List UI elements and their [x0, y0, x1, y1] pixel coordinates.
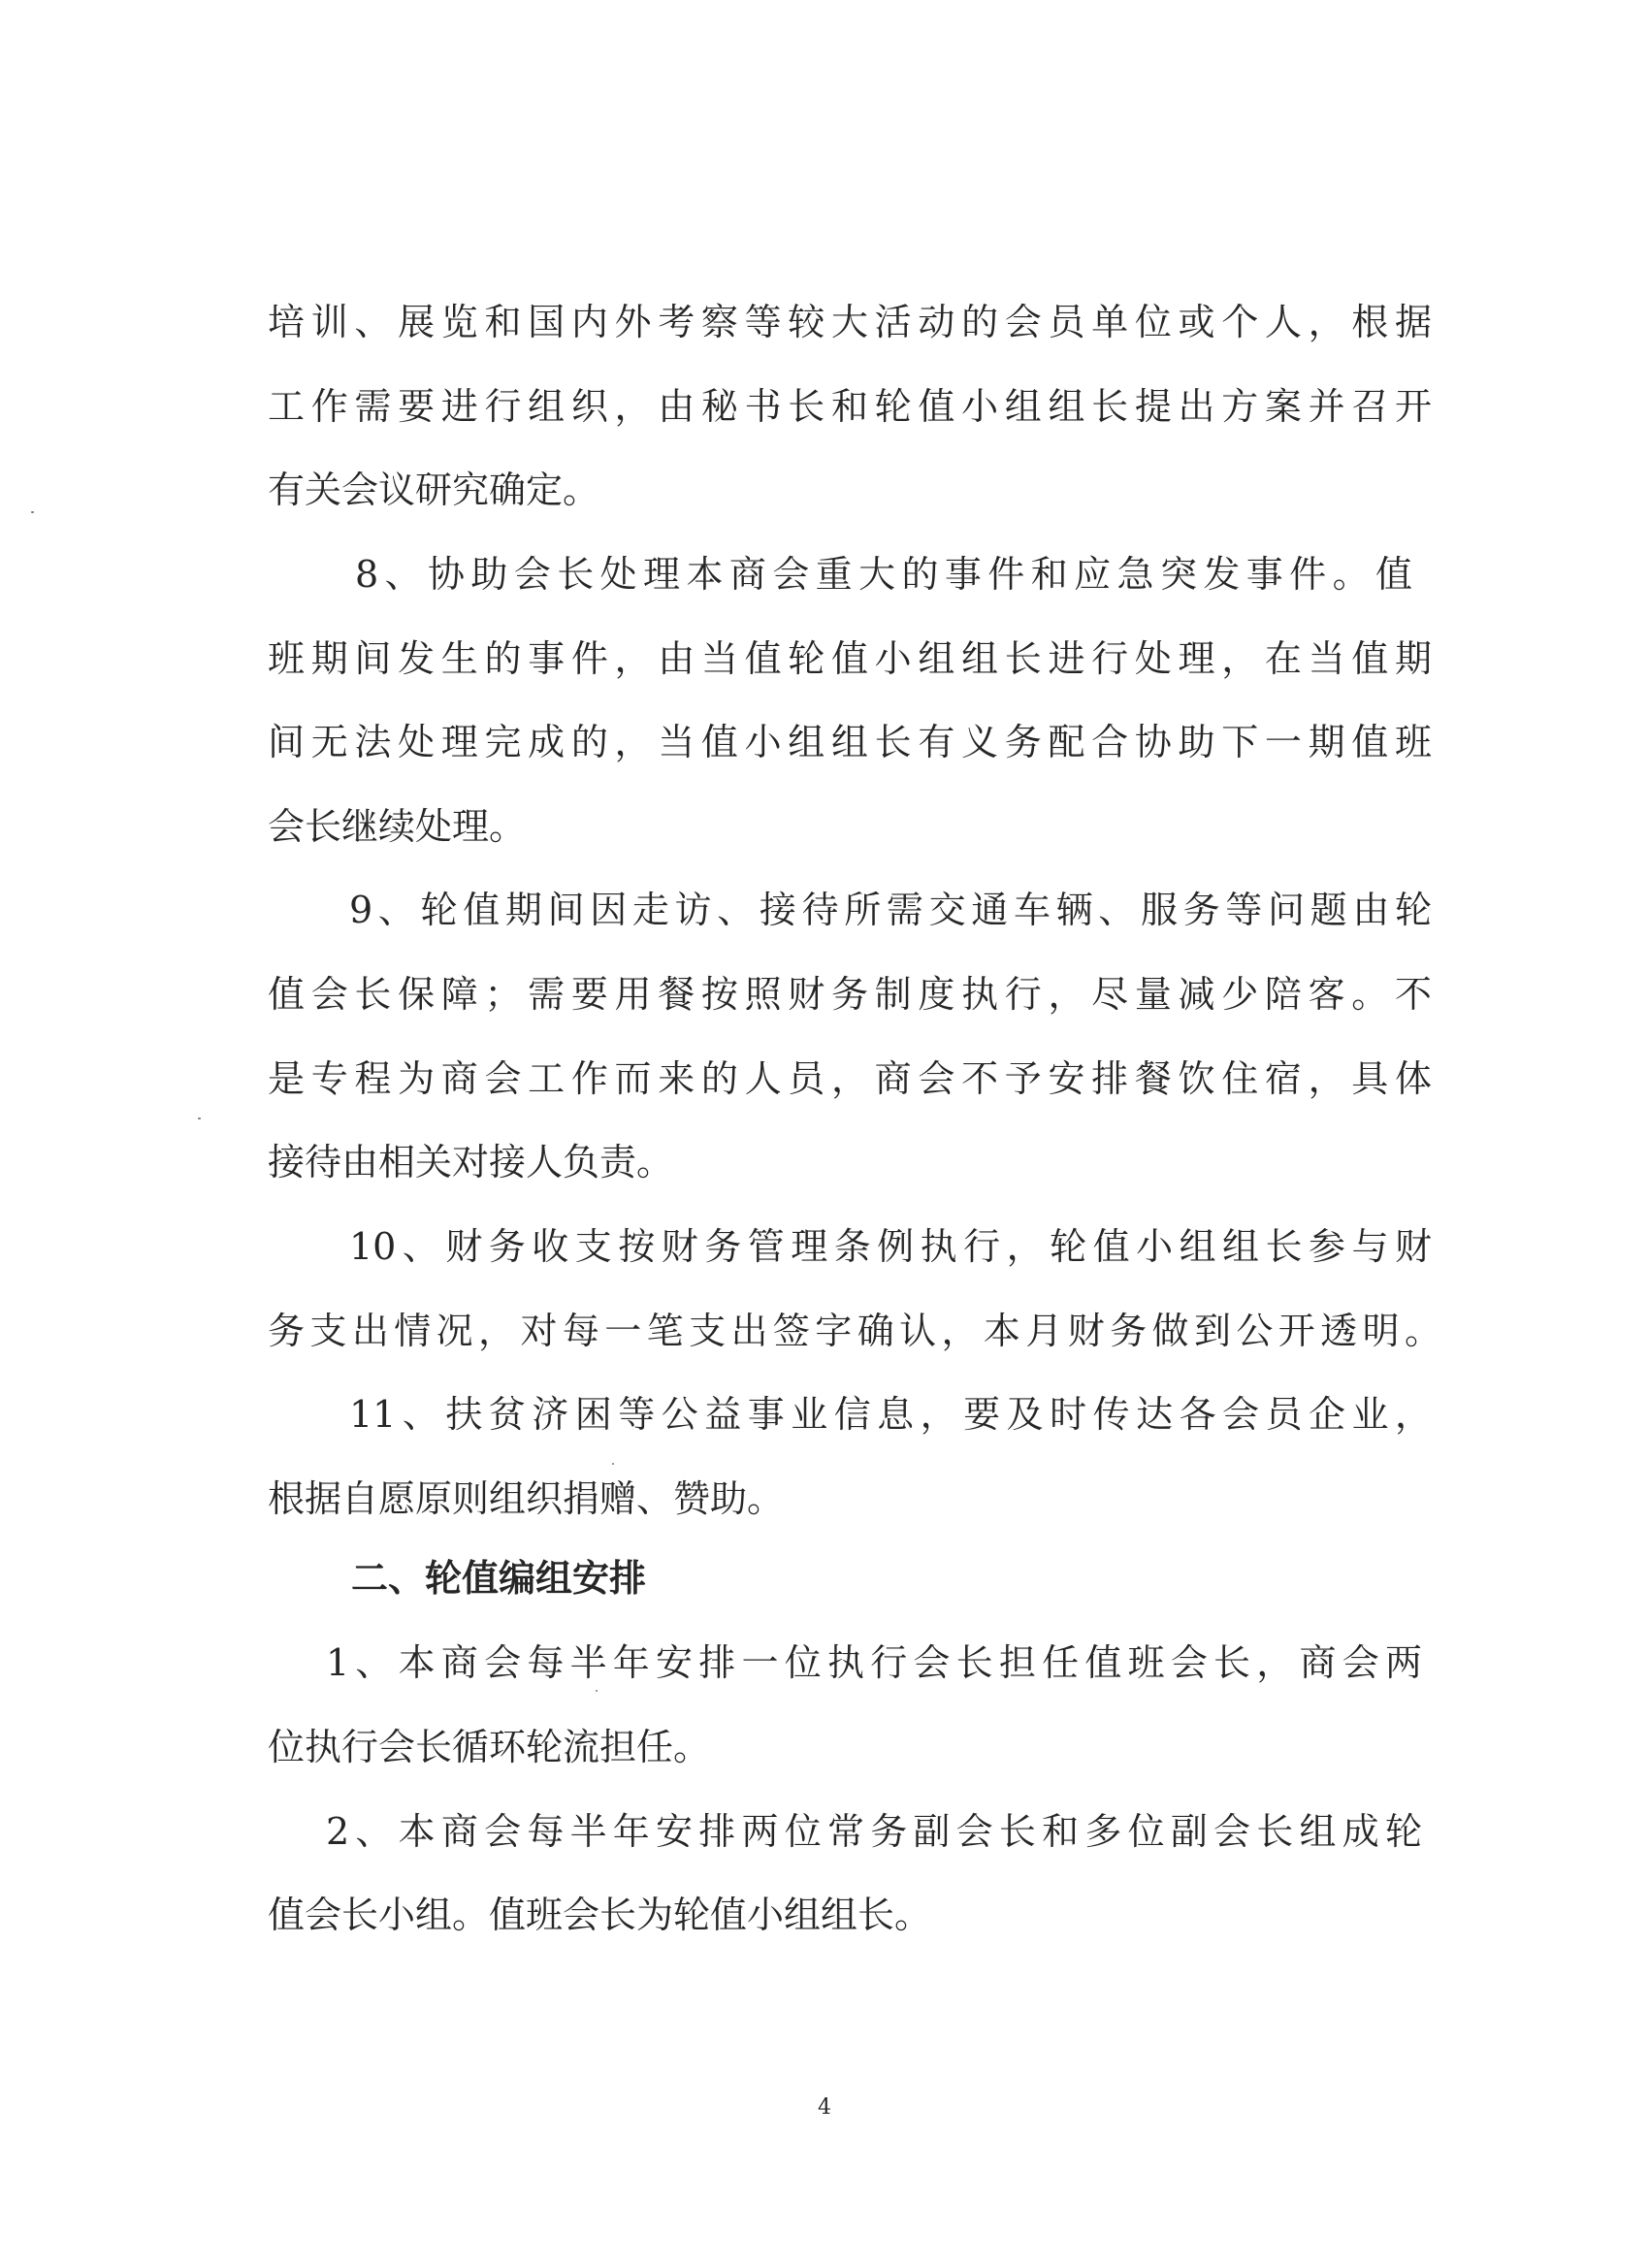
paragraph-line: 位执行会长循环轮流担任。	[268, 1726, 711, 1768]
section-item-1-line: 1、本商会每半年安排一位执行会长担任值班会长，商会两	[326, 1641, 1422, 1684]
section-heading: 二、轮值编组安排	[351, 1557, 647, 1600]
scan-speck	[596, 1690, 598, 1692]
paragraph-line: 值会长小组。值班会长为轮值小组组长。	[268, 1894, 932, 1936]
scan-speck	[198, 1118, 201, 1119]
paragraph-line: 间无法处理完成的，当值小组组长有义务配合协助下一期值班	[268, 721, 1432, 763]
paragraph-line: 有关会议研究确定。	[268, 469, 600, 511]
scan-speck	[612, 1463, 614, 1465]
paragraph-line: 务支出情况，对每一笔支出签字确认，本月财务做到公开透明。	[268, 1310, 1441, 1352]
paragraph-line: 培训、展览和国内外考察等较大活动的会员单位或个人，根据	[268, 301, 1432, 343]
paragraph-line: 是专程为商会工作而来的人员，商会不予安排餐饮住宿，具体	[268, 1057, 1432, 1100]
page-number: 4	[818, 2095, 831, 2120]
item-8-line: 8、协助会长处理本商会重大的事件和应急突发事件。值	[355, 553, 1412, 596]
paragraph-line: 根据自愿原则组织捐赠、赞助。	[268, 1477, 785, 1520]
item-9-line: 9、轮值期间因走访、接待所需交通车辆、服务等问题由轮	[349, 889, 1432, 931]
paragraph-line: 接待由相关对接人负责。	[268, 1141, 674, 1183]
section-item-2-line: 2、本商会每半年安排两位常务副会长和多位副会长组成轮	[326, 1810, 1422, 1853]
paragraph-line: 会长继续处理。	[268, 805, 527, 848]
item-11-line: 11、扶贫济困等公益事业信息，要及时传达各会员企业，	[349, 1393, 1432, 1436]
paragraph-line: 值会长保障；需要用餐按照财务制度执行，尽量减少陪客。不	[268, 973, 1432, 1016]
paragraph-line: 工作需要进行组织，由秘书长和轮值小组组长提出方案并召开	[268, 385, 1432, 428]
paragraph-line: 班期间发生的事件，由当值轮值小组组长进行处理，在当值期	[268, 637, 1432, 680]
scan-speck	[31, 511, 34, 513]
item-10-line: 10、财务收支按财务管理条例执行，轮值小组组长参与财	[349, 1225, 1432, 1268]
